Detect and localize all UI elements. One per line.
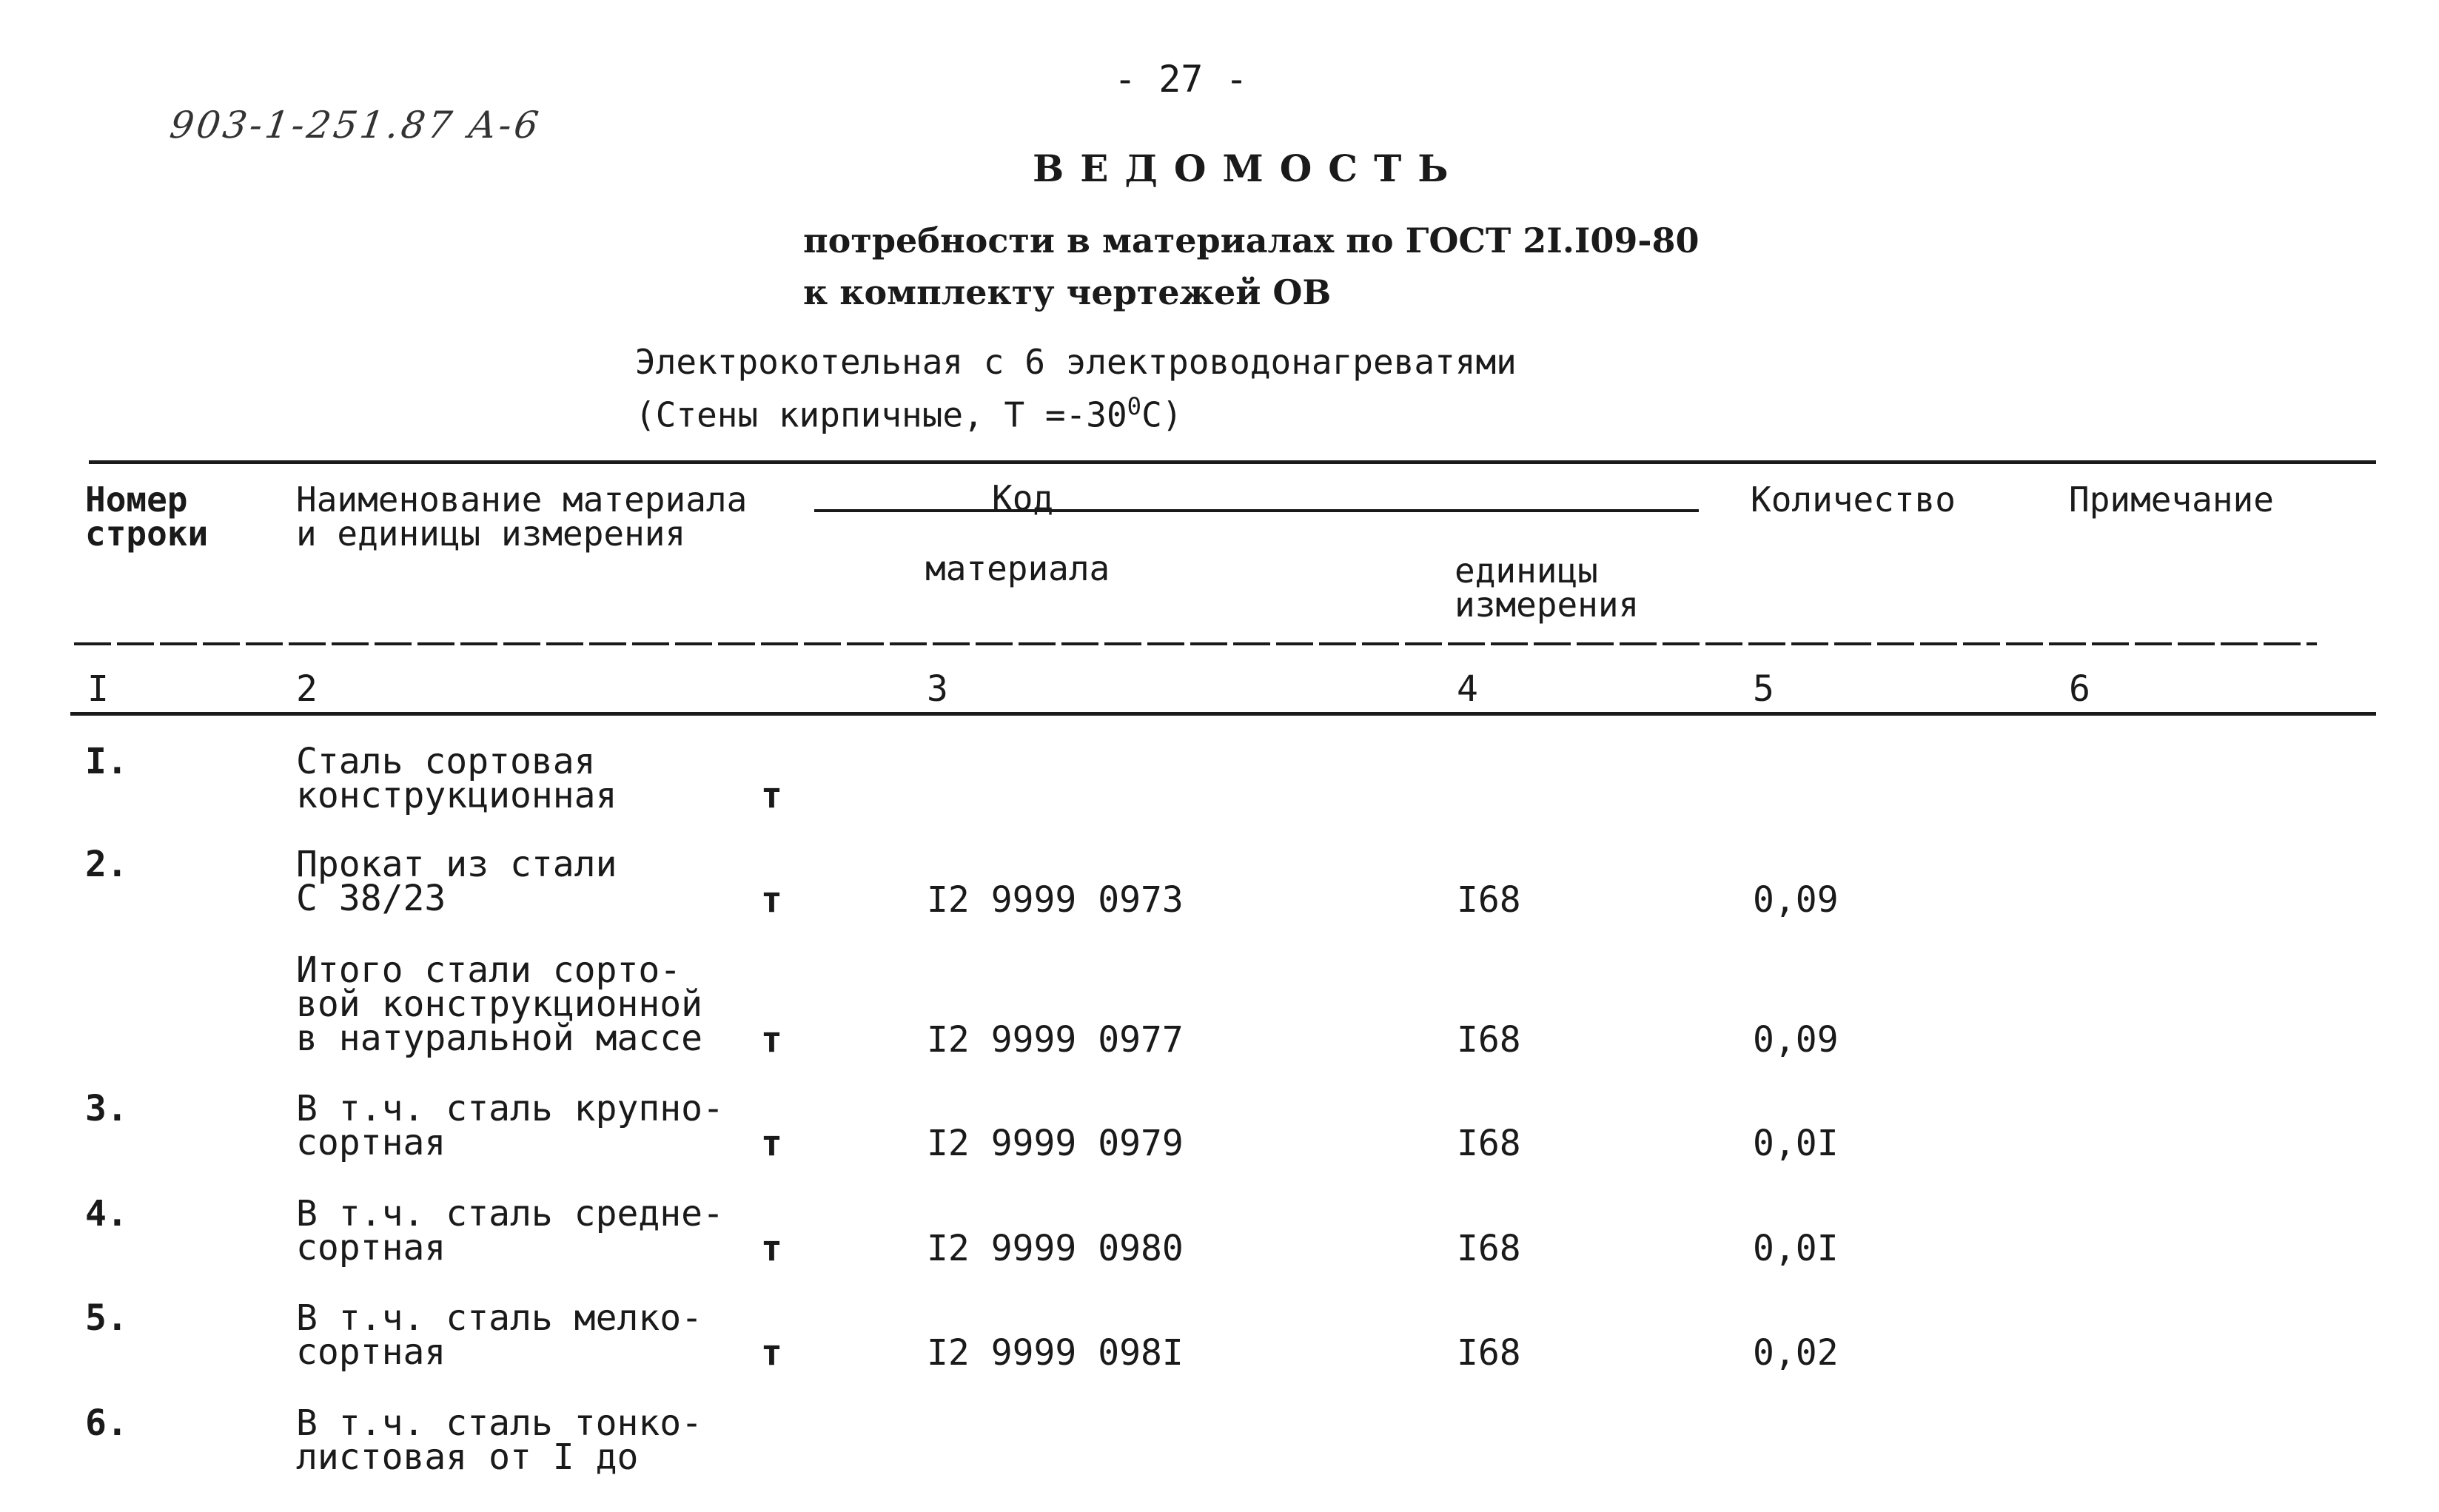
- object-name-prefix: (Стены кирпичные, Т =-30: [635, 394, 1127, 435]
- document-title: ВЕДОМОСТЬ: [1033, 147, 1465, 190]
- row-1-number: I.: [85, 741, 128, 782]
- header-unit-code-line-1: единицы: [1455, 551, 1598, 591]
- row-3-material-code: I2 9999 0979: [927, 1123, 1184, 1164]
- subtitle-line-1: потребности в материалах по ГОСТ 2I.I09-80: [803, 221, 1700, 261]
- column-number-4: 4: [1457, 668, 1478, 710]
- row-3-quantity: 0,0I: [1753, 1123, 1839, 1164]
- table-top-rule: [89, 460, 2376, 464]
- row-4-name: [296, 1193, 724, 1269]
- page-number: - 27 -: [1114, 58, 1248, 101]
- row-6-name-line-1: В т.ч. сталь тонко-: [296, 1402, 703, 1444]
- row-total-unit: т: [761, 1019, 782, 1061]
- header-quantity: Количество: [1751, 480, 1956, 520]
- row-total-quantity: 0,09: [1753, 1019, 1839, 1061]
- degree-sign: 0: [1127, 392, 1142, 420]
- row-total-name: [296, 950, 703, 1059]
- row-5-name-line-1: В т.ч. сталь мелко-: [296, 1297, 703, 1339]
- row-1-name: [296, 741, 617, 816]
- object-name-line-1: Электрокотельная с 6 электроводонагреватями: [635, 342, 1517, 382]
- header-material-name-line-2: и единицы измерения: [296, 514, 686, 554]
- row-2-quantity: 0,09: [1753, 879, 1839, 921]
- header-row-number-line-1: Номер: [85, 480, 188, 520]
- row-4-number: 4.: [85, 1193, 128, 1234]
- header-code: Код: [992, 478, 1054, 518]
- header-row-number: [85, 480, 209, 554]
- row-4-quantity: 0,0I: [1753, 1228, 1839, 1269]
- row-5-number: 5.: [85, 1297, 128, 1339]
- header-material-code: материала: [925, 548, 1110, 588]
- row-6-name-line-2: листовая от I до: [296, 1437, 639, 1478]
- row-2-name: [296, 844, 617, 919]
- row-4-name-line-1: В т.ч. сталь средне-: [296, 1193, 724, 1234]
- code-group-rule: [814, 509, 1699, 512]
- row-2-material-code: I2 9999 0973: [927, 879, 1184, 921]
- column-number-5: 5: [1753, 668, 1774, 710]
- header-row-number-line-2: строки: [85, 514, 209, 554]
- row-5-quantity: 0,02: [1753, 1332, 1839, 1374]
- column-number-1: I: [87, 668, 109, 710]
- row-5-unit-code: I68: [1457, 1332, 1521, 1374]
- row-4-unit: т: [761, 1228, 782, 1269]
- object-name-line-2: [635, 392, 1182, 434]
- column-number-2: 2: [296, 668, 318, 710]
- row-3-name: [296, 1088, 724, 1163]
- column-numbers-rule: [70, 712, 2376, 716]
- row-2-number: 2.: [85, 844, 128, 885]
- row-5-name: [296, 1297, 703, 1373]
- row-1-name-line-1: Сталь сортовая: [296, 741, 596, 782]
- row-6-number: 6.: [85, 1402, 128, 1444]
- row-3-number: 3.: [85, 1088, 128, 1129]
- row-total-name-line-1: Итого стали сорто-: [296, 950, 682, 991]
- row-2-unit-code: I68: [1457, 879, 1521, 921]
- column-number-3: 3: [927, 668, 948, 710]
- row-3-unit-code: I68: [1457, 1123, 1521, 1164]
- row-6-name: [296, 1402, 703, 1478]
- header-material-name: [296, 480, 748, 554]
- row-3-name-line-1: В т.ч. сталь крупно-: [296, 1088, 724, 1129]
- row-3-name-line-2: сортная: [296, 1122, 446, 1163]
- object-name-suffix: С): [1141, 394, 1183, 435]
- row-2-name-line-2: С 38/23: [296, 878, 446, 919]
- row-total-unit-code: I68: [1457, 1019, 1521, 1061]
- row-4-material-code: I2 9999 0980: [927, 1228, 1184, 1269]
- row-1-name-line-2: конструкционная: [296, 775, 617, 816]
- row-2-name-line-1: Прокат из стали: [296, 844, 617, 885]
- row-4-name-line-2: сортная: [296, 1227, 446, 1269]
- row-4-unit-code: I68: [1457, 1228, 1521, 1269]
- header-bottom-rule: [74, 642, 2317, 645]
- subtitle-line-2: к комплекту чертежей ОВ: [803, 272, 1332, 312]
- row-3-unit: т: [761, 1123, 782, 1164]
- row-5-material-code: I2 9999 098I: [927, 1332, 1184, 1374]
- document-code: 903-1-251.87 A-6: [167, 104, 544, 147]
- header-unit-code-line-2: измерения: [1455, 585, 1640, 625]
- header-note: Примечание: [2069, 480, 2274, 520]
- row-total-name-line-3: в натуральной массе: [296, 1018, 703, 1059]
- row-5-unit: т: [761, 1332, 782, 1374]
- row-2-unit: т: [761, 879, 782, 921]
- row-1-unit: т: [761, 775, 782, 816]
- row-total-name-line-2: вой конструкционной: [296, 984, 703, 1025]
- column-number-6: 6: [2069, 668, 2090, 710]
- row-total-material-code: I2 9999 0977: [927, 1019, 1184, 1061]
- header-material-name-line-1: Наименование материала: [296, 480, 748, 520]
- header-unit-code: [1455, 551, 1640, 625]
- row-5-name-line-2: сортная: [296, 1331, 446, 1373]
